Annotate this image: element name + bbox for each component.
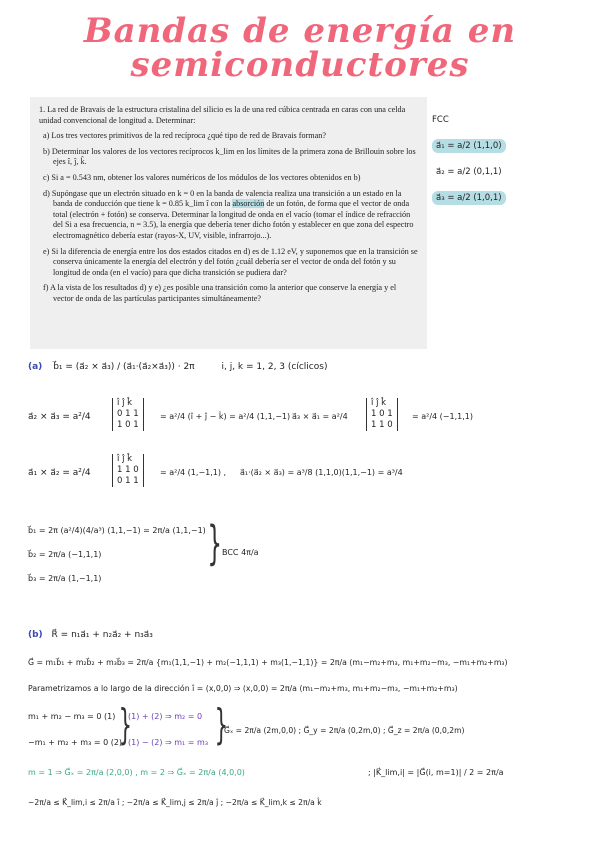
G-expansion: G⃗ = m₁b⃗₁ + m₂b⃗₂ + m₃b⃗₃ = 2π/a {m₁(1,1,−1) + m₂(−1,1,1) + m₃(1,−1,1)} = 2π/a (m₁−m₂+m₃, m₁+m₂−m₃, −m₁+m₂+m₃) — [28, 658, 508, 667]
cross-product-2-matrix — [366, 398, 398, 431]
fcc-title: FCC — [432, 115, 449, 125]
question-f: f) A la vista de los resultados d) y e) ¿es posible una transición como la anterior que conserve la energía y el vector de onda de las partículas participantes simultáneamente? — [43, 283, 397, 303]
equation-2: −m₁ + m₂ + m₃ = 0 (2) — [28, 738, 123, 747]
fcc-a1: a⃗₁ = a/2 (1,1,0) — [432, 139, 506, 153]
highlight-absorcion: absorción — [232, 199, 265, 209]
matrix-row: î ĵ k̂ — [371, 398, 387, 408]
k-lim-magnitude: ; |K⃗_lim,i| = |G⃗(i, m=1)| / 2 = 2π/a — [368, 768, 504, 777]
eq-result-1: (1) + (2) ⇒ m₂ = 0 — [128, 712, 203, 721]
page-title-line-1: Bandas de energía en — [83, 11, 517, 51]
bcc-label: BCC 4π/a — [222, 548, 259, 557]
b3-result: b⃗₃ = 2π/a (1,−1,1) — [28, 574, 102, 583]
k-lim-ranges: −2π/a ≤ K⃗_lim,i ≤ 2π/a î ; −2π/a ≤ K⃗_lim,j ≤ 2π/a ĵ ; −2π/a ≤ K⃗_lim,k ≤ 2π/a k̂ — [28, 798, 322, 807]
cross-product-3-rhs: = a²/4 (1,−1,1) , — [160, 468, 227, 477]
matrix-row: 1 0 1 — [117, 420, 139, 430]
matrix-row: 1 1 0 — [371, 420, 393, 430]
question-d-pre: d) Supóngase que un electrón situado en k = 0 en la banda de valencia realiza una transición a un estado en la banda de conducción que tiene k = 0.85 k_lim î con la — [43, 188, 402, 209]
page-title-line-2: semiconductores — [130, 45, 470, 85]
b2-result: b⃗₂ = 2π/a (−1,1,1) — [28, 550, 102, 559]
reciprocal-formula: b⃗₁ = (a⃗₂ × a⃗₃) / (a⃗₁·(a⃗₂×a⃗₃)) · 2π — [53, 362, 195, 372]
part-b-label: (b) — [28, 630, 43, 640]
cross-product-3-lhs: a⃗₁ × a⃗₂ = a²/4 — [28, 468, 91, 478]
question-a: a) Los tres vectores primitivos de la red recíproca ¿qué tipo de red de Bravais forman? — [43, 131, 327, 141]
matrix-row: 0 1 1 — [117, 409, 139, 419]
cross-product-1-matrix — [112, 398, 144, 431]
cross-product-1-rhs: = a²/4 (î + ĵ − k̂) = a²/4 (1,1,−1) — [160, 412, 291, 421]
G-m-values: m = 1 ⇒ G⃗ₓ = 2π/a (2,0,0) , m = 2 ⇒ G⃗ₓ = 2π/a (4,0,0) — [28, 768, 245, 777]
part-b-line — [28, 630, 153, 640]
matrix-row: î ĵ k̂ — [117, 454, 133, 464]
triple-product: a⃗₁·(a⃗₂ × a⃗₃) = a³/8 (1,1,0)(1,1,−1) = a³/4 — [240, 468, 403, 477]
right-brace: } — [207, 516, 222, 570]
question-d-post: de un fotón, de forma que el vector de onda total (electrón + fotón) se conserva. Determinar la longitud de onda en el vacío (tomar el índice de refracción del Si a esa frecuencia, n = 3.5), la energía que debería tener dicho fotón y establecer en que zona del espectro electromagnético debería estar (rayos-X, UV, visible, infrarrojo...). — [53, 199, 414, 240]
problem-statement — [30, 97, 427, 349]
matrix-row: î ĵ k̂ — [117, 398, 133, 408]
matrix-row: 1 0 1 — [371, 409, 393, 419]
question-d — [39, 189, 418, 242]
eq-result-2: (1) − (2) ⇒ m₁ = m₃ — [128, 738, 209, 747]
equation-1: m₁ + m₂ − m₃ = 0 (1) — [28, 712, 116, 721]
cross-product-2-rhs: = a²/4 (−1,1,1) — [412, 412, 473, 421]
question-c: c) Si a = 0.543 nm, obtener los valores numéricos de los módulos de los vectores obtenidos en b) — [43, 172, 361, 182]
cross-product-2-lhs: a⃗₃ × a⃗₁ = a²/4 — [292, 412, 348, 421]
cyclic-note: i, j, k = 1, 2, 3 (cíclicos) — [221, 362, 328, 372]
cross-product-3-matrix — [112, 454, 144, 487]
problem-intro: 1. La red de Bravais de la estructura cristalina del silicio es la de una red cúbica centrada en caras con una celda unidad convencional de longitud a. Determinar: — [39, 105, 406, 125]
fcc-a3: a⃗₃ = a/2 (1,0,1) — [432, 191, 506, 205]
question-e: e) Si la diferencia de energía entre los dos estados citados en d) es de 1.12 eV, y suponemos que en la transición se conserva únicamente la energía del electrón y del fotón ¿cuál debería ser el vector de onda del fotón y su longitud de onda (en el vacío) para que dicha transición se pudiera dar? — [43, 246, 418, 277]
part-a-label: (a) — [28, 362, 43, 372]
bravais-vector: R⃗ = n₁a⃗₁ + n₂a⃗₂ + n₃a⃗₃ — [51, 630, 153, 640]
cross-product-1-lhs: a⃗₂ × a⃗₃ = a²/4 — [28, 412, 91, 422]
G-components: G⃗ₓ = 2π/a (2m,0,0) ; G⃗_y = 2π/a (0,2m,0) ; G⃗_z = 2π/a (0,0,2m) — [224, 726, 465, 735]
right-brace: } — [118, 700, 133, 749]
right-brace: } — [214, 700, 229, 749]
matrix-row: 1 1 0 — [117, 465, 139, 475]
fcc-vectors — [432, 115, 572, 217]
matrix-row: 0 1 1 — [117, 476, 139, 486]
parametrization: Parametrizamos a lo largo de la dirección î = (x,0,0) ⇒ (x,0,0) = 2π/a (m₁−m₂+m₃, m₁+m₂−m₃, −m₁+m₂+m₃) — [28, 684, 458, 693]
fcc-a2: a⃗₂ = a/2 (0,1,1) — [436, 167, 502, 177]
question-b: b) Determinar los valores de los vectores recíprocos k_lim en los límites de la primera zona de Brillouin sobre los ejes î, ĵ, k̂. — [43, 146, 416, 167]
part-a-line — [28, 362, 327, 372]
b1-result: b⃗₁ = 2π (a²/4)(4/a³) (1,1,−1) = 2π/a (1,1,−1) — [28, 526, 206, 535]
